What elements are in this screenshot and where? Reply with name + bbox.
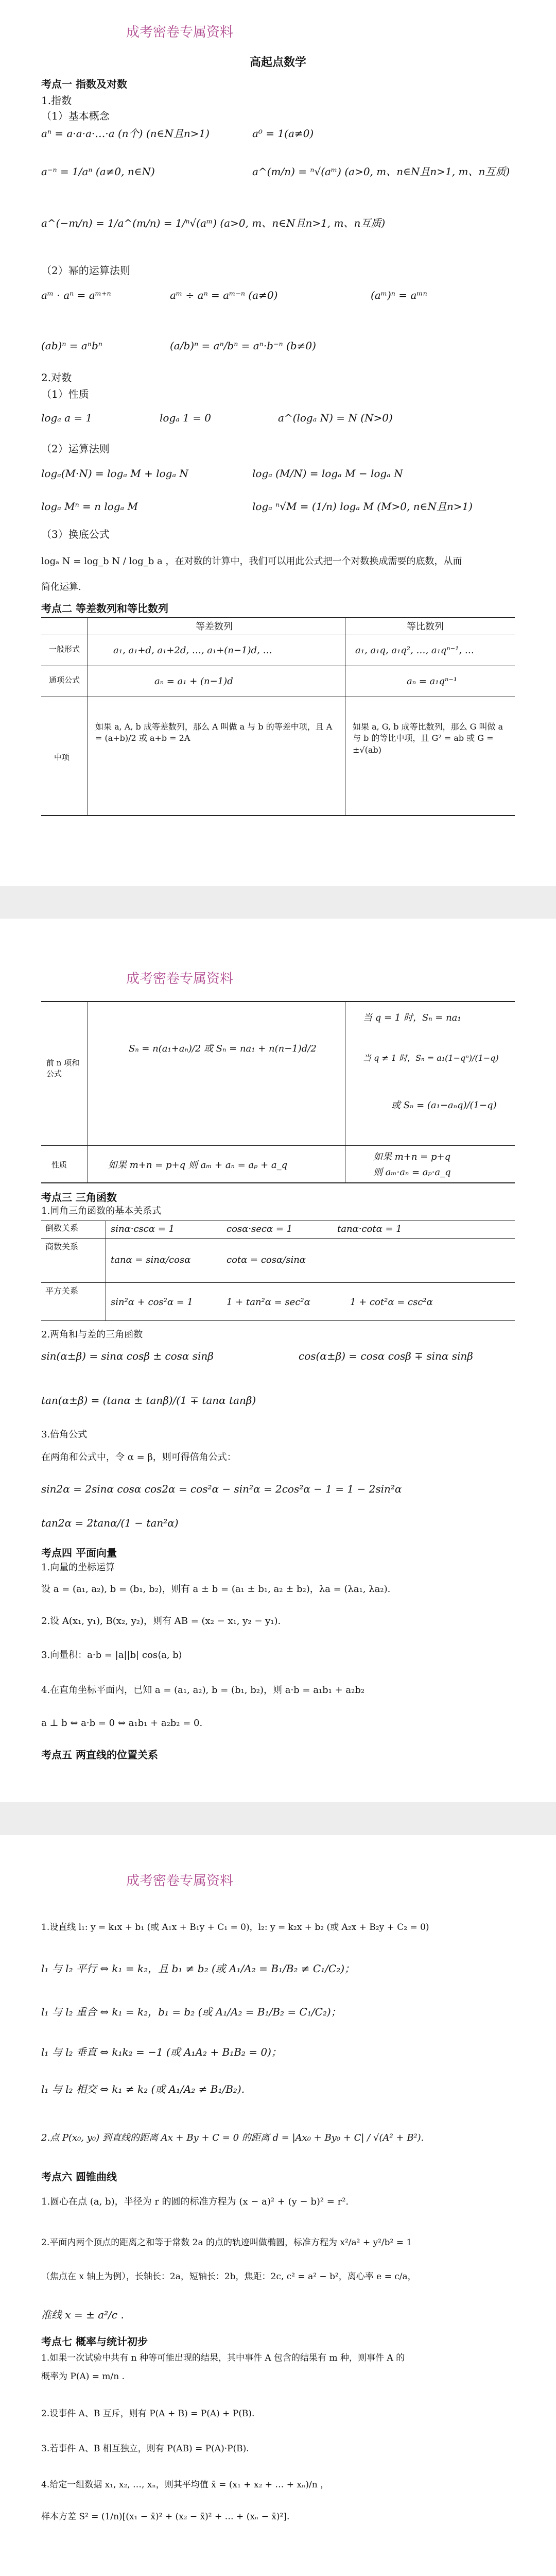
sub-heading: 1.向量的坐标运算 [41, 1562, 115, 1573]
page-title: 高起点数学 [249, 56, 306, 69]
formula: tan2α = 2tanα/(1 − tan²α) [41, 1517, 179, 1529]
section-heading: 考点二 等差数列和等比数列 [41, 602, 168, 615]
table-cell: Sₙ = n(a₁+aₙ)/2 或 Sₙ = na₁ + n(n−1)d/2 [129, 1043, 317, 1054]
paragraph: 1.设直线 l₁: y = k₁x + b₁ (或 A₁x + B₁y + C₁ = 0)，l₂: y = k₂x + b₂ (或 A₂x + B₂y + C₂ = 0) [41, 1922, 429, 1933]
table-cell: a₁, a₁q, a₁q², …, a₁qⁿ⁻¹, … [355, 645, 474, 656]
paragraph: 1.圆心在点 (a, b)，半径为 r 的圆的标准方程为 (x − a)² + (y − b)² = r². [41, 2196, 349, 2207]
formula: a^(m/n) = ⁿ√(aᵐ) (a>0, m、n∈N且n>1, m、n互质) [252, 165, 510, 178]
table-cell: aₙ = a₁ + (n−1)d [154, 676, 233, 687]
formula: logₐ Mⁿ = n logₐ M [41, 500, 138, 513]
formula: l₁ 与 l₂ 重合 ⇔ k₁ = k₂，b₁ = b₂ (或 A₁/A₂ = B₁/B₂ = C₁/C₂)； [41, 2006, 341, 2018]
paragraph: 在两角和公式中，令 α = β，则可得倍角公式： [41, 1452, 236, 1463]
paragraph: 2.设 A(x₁, y₁), B(x₂, y₂)，则有 AB = (x₂ − x₁, y₂ − y₁). [41, 1616, 281, 1626]
formula: (aᵐ)ⁿ = aᵐⁿ [371, 289, 427, 301]
paragraph: 3.若事件 A、B 相互独立，则有 P(AB) = P(A)·P(B). [41, 2444, 249, 2454]
section-heading: 考点一 指数及对数 [41, 78, 127, 90]
paragraph: 2.平面内两个顶点的距离之和等于常数 2a 的点的轨迹叫做椭圆，标准方程为 x²/a² + y²/b² = 1 [41, 2238, 412, 2248]
formula: logₐ 1 = 0 [160, 412, 212, 424]
sub-heading: 1.同角三角函数的基本关系式 [41, 1206, 162, 1216]
formula: a^(−m/n) = 1/a^(m/n) = 1/ⁿ√(aᵐ) (a>0, m、n∈N且n>1, m、n互质) [41, 217, 386, 229]
sub-heading: 2.两角和与差的三角函数 [41, 1329, 143, 1340]
formula: aᵐ · aⁿ = aᵐ⁺ⁿ [41, 289, 111, 301]
sub-heading: 1.指数 [41, 94, 72, 107]
paragraph: a ⊥ b ⇔ a·b = 0 ⇔ a₁b₁ + a₂b₂ = 0. [41, 1718, 203, 1728]
column-header: 等差数列 [196, 621, 233, 632]
formula: 准线 x = ± a²/c . [41, 2309, 124, 2321]
sub-heading: （1）性质 [41, 388, 89, 400]
formula: cos(α±β) = cosα cosβ ∓ sinα sinβ [299, 1350, 473, 1362]
sub-heading: （1）基本概念 [41, 110, 110, 122]
paragraph: 简化运算. [41, 582, 81, 592]
watermark-header: 成考密卷专属资料 [126, 1873, 234, 1889]
table-cell: 1 + tan²α = sec²α [227, 1297, 310, 1308]
sub-heading: （3）换底公式 [41, 528, 110, 540]
paragraph: 1.如果一次试验中共有 n 种等可能出现的结果，其中事件 A 包含的结果有 m 种，则事件 A 的 [41, 2353, 405, 2363]
table-cell: tanα = sinα/cosα [111, 1255, 191, 1265]
watermark-header: 成考密卷专属资料 [126, 971, 234, 987]
table-cell: 当 q = 1 时，Sₙ = na₁ [363, 1012, 461, 1023]
formula: a⁰ = 1(a≠0) [252, 127, 314, 140]
table-cell: 如果 a, G, b 成等比数列，那么 G 叫做 a 与 b 的等比中项，且 G² = ab 或 G = ±√(ab) [353, 722, 503, 755]
section-heading: 考点五 两直线的位置关系 [41, 1749, 158, 1761]
formula: 2.点 P(x₀, y₀) 到直线的距离 Ax + By + C = 0 的距离 d = |Ax₀ + By₀ + C| / √(A² + B²). [41, 2132, 424, 2143]
formula: aⁿ = a·a·a·…·a (n个) (n∈N且n>1) [41, 127, 210, 140]
formula: a^(logₐ N) = N (N>0) [278, 412, 393, 424]
paragraph: 4.在直角坐标平面内，已知 a = (a₁, a₂), b = (b₁, b₂)，则 a·b = a₁b₁ + a₂b₂ [41, 1685, 365, 1696]
page-1 [0, 0, 556, 886]
formula: logₐ (M/N) = logₐ M − logₐ N [252, 467, 403, 480]
section-heading: 考点六 圆锥曲线 [41, 2171, 117, 2183]
sub-heading: 3.倍角公式 [41, 1429, 88, 1440]
section-heading: 考点七 概率与统计初步 [41, 2335, 148, 2348]
formula: (a/b)ⁿ = aⁿ/bⁿ = aⁿ·b⁻ⁿ (b≠0) [170, 340, 316, 352]
formula: l₁ 与 l₂ 平行 ⇔ k₁ = k₂，且 b₁ ≠ b₂ (或 A₁/A₂ = B₁/B₂ ≠ C₁/C₂)； [41, 1962, 355, 1975]
table-cell: 当 q ≠ 1 时，Sₙ = a₁(1−qⁿ)/(1−q) [363, 1053, 499, 1063]
sub-heading: （2）幂的运算法则 [41, 264, 130, 277]
column-header: 等比数列 [407, 621, 444, 632]
row-label: 前 n 项和公式 [46, 1058, 80, 1078]
section-heading: 考点三 三角函数 [41, 1191, 117, 1204]
table-cell: sin²α + cos²α = 1 [111, 1297, 193, 1308]
page-3 [0, 1835, 556, 2576]
row-label: 商数关系 [45, 1242, 79, 1251]
table-cell: sinα·cscα = 1 [111, 1224, 175, 1234]
row-label: 平方关系 [45, 1286, 79, 1296]
watermark-header: 成考密卷专属资料 [126, 25, 234, 40]
row-label: 性质 [51, 1160, 67, 1170]
table-cell: 如果 m+n = p+q [373, 1151, 451, 1162]
paragraph: logₐ N = log_b N / log_b a ，在对数的计算中，我们可以用此公式把一个对数换成需要的底数，从而 [41, 556, 462, 567]
table-cell: 如果 a, A, b 成等差数列，那么 A 叫做 a 与 b 的等差中项，且 A = (a+b)/2 或 a+b = 2A [95, 722, 333, 743]
formula: logₐ ⁿ√M = (1/n) logₐ M (M>0, n∈N且n>1) [252, 500, 473, 513]
page-2 [0, 919, 556, 1802]
table-cell: 1 + cot²α = csc²α [350, 1297, 433, 1308]
table-cell: 则 aₘ·aₙ = aₚ·a_q [373, 1167, 451, 1178]
formula: logₐ a = 1 [41, 412, 93, 424]
sub-heading: 2.对数 [41, 371, 72, 384]
table-cell: aₙ = a₁qⁿ⁻¹ [407, 676, 458, 687]
sub-heading: （2）运算法则 [41, 443, 110, 455]
formula: tan(α±β) = (tanα ± tanβ)/(1 ∓ tanα tanβ) [41, 1394, 256, 1406]
row-label: 通项公式 [49, 675, 80, 685]
table-cell: a₁, a₁+d, a₁+2d, …, a₁+(n−1)d, … [113, 645, 272, 656]
table-cell: tanα·cotα = 1 [337, 1224, 402, 1234]
table-cell: 如果 m+n = p+q 则 aₘ + aₙ = aₚ + a_q [108, 1160, 288, 1171]
formula: sin2α = 2sinα cosα cos2α = cos²α − sin²α = 2cos²α − 1 = 1 − 2sin²α [41, 1483, 402, 1495]
row-label: 一般形式 [49, 645, 80, 654]
paragraph: 设 a = (a₁, a₂), b = (b₁, b₂)，则有 a ± b = (a₁ ± b₁, a₂ ± b₂)，λa = (λa₁, λa₂). [41, 1584, 391, 1595]
paragraph: 4.给定一组数据 x₁, x₂, …, xₙ，则其平均值 x̄ = (x₁ + x₂ + … + xₙ)/n ， [41, 2480, 329, 2490]
table-cell: cosα·secα = 1 [227, 1224, 293, 1234]
section-heading: 考点四 平面向量 [41, 1547, 117, 1559]
paragraph: 3.向量积：a·b = |a||b| cos⟨a, b⟩ [41, 1650, 182, 1660]
row-label: 倒数关系 [45, 1223, 79, 1233]
formula: aᵐ ÷ aⁿ = aᵐ⁻ⁿ (a≠0) [170, 289, 278, 301]
paragraph: 2.设事件 A、B 互斥，则有 P(A + B) = P(A) + P(B). [41, 2409, 255, 2419]
paragraph: 样本方差 S² = (1/n)[(x₁ − x̄)² + (x₂ − x̄)² + … + (xₙ − x̄)²]. [41, 2512, 290, 2522]
formula: sin(α±β) = sinα cosβ ± cosα sinβ [41, 1350, 214, 1362]
formula: (ab)ⁿ = aⁿbⁿ [41, 340, 102, 352]
paragraph: （焦点在 x 轴上为例），长轴长：2a，短轴长：2b，焦距：2c, c² = a² − b²，离心率 e = c/a， [41, 2272, 416, 2282]
row-label: 中项 [54, 753, 70, 762]
formula: a⁻ⁿ = 1/aⁿ (a≠0, n∈N) [41, 165, 155, 178]
formula: l₁ 与 l₂ 相交 ⇔ k₁ ≠ k₂ (或 A₁/A₂ ≠ B₁/B₂). [41, 2083, 245, 2095]
formula: logₐ(M·N) = logₐ M + logₐ N [41, 467, 188, 480]
formula: l₁ 与 l₂ 垂直 ⇔ k₁k₂ = −1 (或 A₁A₂ + B₁B₂ = 0)； [41, 2046, 282, 2058]
table-cell: cotα = cosα/sinα [227, 1255, 306, 1265]
table-cell: 或 Sₙ = (a₁−aₙq)/(1−q) [391, 1100, 497, 1111]
paragraph: 概率为 P(A) = m/n . [41, 2371, 125, 2382]
